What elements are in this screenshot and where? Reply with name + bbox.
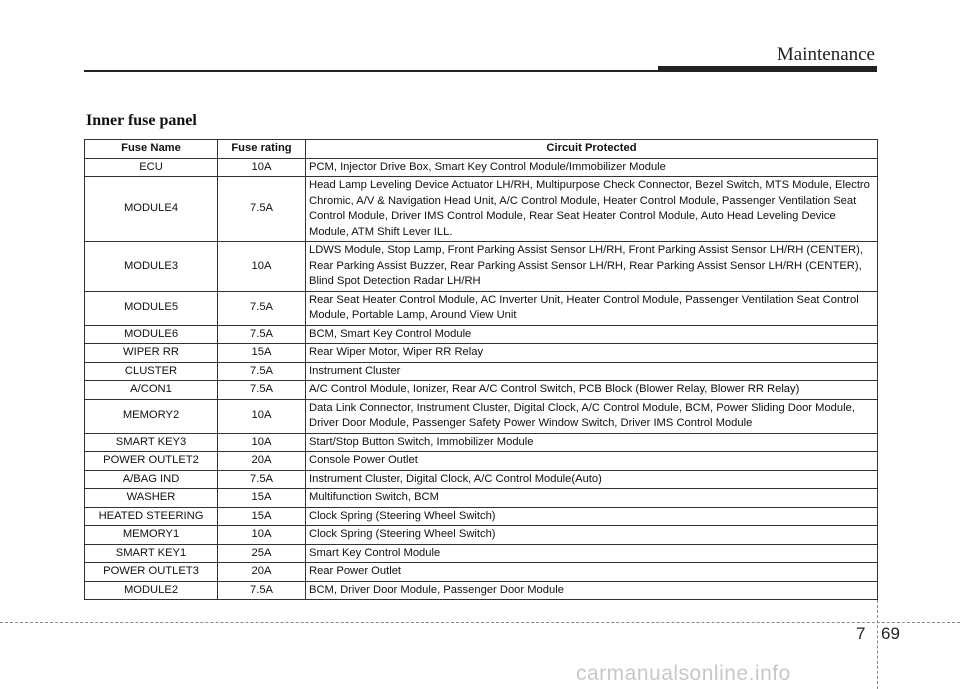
fuse-rating-cell: 15A [218, 507, 306, 526]
circuit-protected-cell: Console Power Outlet [306, 452, 878, 471]
fuse-rating-cell: 25A [218, 544, 306, 563]
page-header-title: Maintenance [776, 44, 875, 65]
fuse-name-cell: POWER OUTLET2 [85, 452, 218, 471]
circuit-protected-cell: Rear Wiper Motor, Wiper RR Relay [306, 344, 878, 363]
fuse-rating-cell: 10A [218, 242, 306, 292]
fuse-rating-cell: 7.5A [218, 581, 306, 600]
fuse-table-body [85, 158, 878, 600]
fuse-rating-cell: 10A [218, 399, 306, 433]
circuit-protected-cell: Data Link Connector, Instrument Cluster, Digital Clock, A/C Control Module, BCM, Power Sliding Door Module, Driver Door Module, Passenger Safety Power Window Switch, Driver IMS Control Module [306, 399, 878, 433]
table-row [85, 291, 878, 325]
watermark: carmanualsonline.info [576, 662, 791, 685]
fuse-name-cell: MODULE3 [85, 242, 218, 292]
circuit-protected-cell: Clock Spring (Steering Wheel Switch) [306, 507, 878, 526]
circuit-protected-cell: Smart Key Control Module [306, 544, 878, 563]
circuit-protected-cell: Clock Spring (Steering Wheel Switch) [306, 526, 878, 545]
circuit-protected-cell: Instrument Cluster, Digital Clock, A/C Control Module(Auto) [306, 470, 878, 489]
table-row [85, 489, 878, 508]
fuse-name-cell: WASHER [85, 489, 218, 508]
table-row [85, 581, 878, 600]
footer-rule [0, 622, 960, 623]
fuse-rating-cell: 20A [218, 563, 306, 582]
fuse-name-cell: SMART KEY1 [85, 544, 218, 563]
circuit-protected-cell: PCM, Injector Drive Box, Smart Key Control Module/Immobilizer Module [306, 158, 878, 177]
header-rule-accent [658, 66, 877, 72]
table-row [85, 344, 878, 363]
fuse-name-cell: A/BAG IND [85, 470, 218, 489]
fuse-name-cell: ECU [85, 158, 218, 177]
fuse-rating-cell: 7.5A [218, 291, 306, 325]
fuse-name-cell: MEMORY1 [85, 526, 218, 545]
circuit-protected-cell: Start/Stop Button Switch, Immobilizer Module [306, 433, 878, 452]
fuse-rating-cell: 10A [218, 158, 306, 177]
chapter-number: 7 [856, 624, 866, 643]
fuse-name-cell: SMART KEY3 [85, 433, 218, 452]
column-header-fuse-name: Fuse Name [85, 140, 218, 159]
footer-divider [877, 600, 878, 689]
table-row [85, 399, 878, 433]
table-row [85, 325, 878, 344]
page-number: 69 [881, 624, 900, 643]
fuse-name-cell: MODULE6 [85, 325, 218, 344]
fuse-name-cell: POWER OUTLET3 [85, 563, 218, 582]
fuse-rating-cell: 10A [218, 526, 306, 545]
circuit-protected-cell: LDWS Module, Stop Lamp, Front Parking Assist Sensor LH/RH, Front Parking Assist Sensor LH/RH (CENTER), Rear Parking Assist Buzzer, Rear Parking Assist Sensor LH/RH, Rear Parking Assist Sensor LH/RH (CENTER), Blind Spot Detection Radar LH/RH [306, 242, 878, 292]
circuit-protected-cell: Multifunction Switch, BCM [306, 489, 878, 508]
fuse-rating-cell: 7.5A [218, 325, 306, 344]
column-header-circuit-protected: Circuit Protected [306, 140, 878, 159]
table-row [85, 177, 878, 242]
fuse-table [84, 139, 878, 600]
table-row [85, 242, 878, 292]
table-row [85, 470, 878, 489]
fuse-name-cell: WIPER RR [85, 344, 218, 363]
fuse-name-cell: MEMORY2 [85, 399, 218, 433]
fuse-name-cell: CLUSTER [85, 362, 218, 381]
fuse-rating-cell: 20A [218, 452, 306, 471]
circuit-protected-cell: Rear Seat Heater Control Module, AC Inverter Unit, Heater Control Module, Passenger Ventilation Seat Control Module, Portable Lamp, Around View Unit [306, 291, 878, 325]
circuit-protected-cell: BCM, Smart Key Control Module [306, 325, 878, 344]
circuit-protected-cell: Rear Power Outlet [306, 563, 878, 582]
circuit-protected-cell: A/C Control Module, Ionizer, Rear A/C Control Switch, PCB Block (Blower Relay, Blower RR Relay) [306, 381, 878, 400]
section-title: Inner fuse panel [86, 112, 197, 129]
table-row [85, 452, 878, 471]
table-row [85, 381, 878, 400]
column-header-fuse-rating: Fuse rating [218, 140, 306, 159]
fuse-rating-cell: 10A [218, 433, 306, 452]
table-row [85, 544, 878, 563]
fuse-rating-cell: 15A [218, 344, 306, 363]
fuse-name-cell: HEATED STEERING [85, 507, 218, 526]
table-row [85, 433, 878, 452]
fuse-name-cell: A/CON1 [85, 381, 218, 400]
fuse-rating-cell: 7.5A [218, 177, 306, 242]
table-row [85, 362, 878, 381]
table-row [85, 158, 878, 177]
circuit-protected-cell: Head Lamp Leveling Device Actuator LH/RH, Multipurpose Check Connector, Bezel Switch, MTS Module, Electro Chromic, A/V & Navigation Head Unit, A/C Control Module, Heater Control Module, Passenger Ventilation Seat Control Module, Driver IMS Control Module, Rear Seat Heater Control Module, Auto Head Leveling Device Module, ATM Shift Lever ILL. [306, 177, 878, 242]
fuse-rating-cell: 7.5A [218, 470, 306, 489]
fuse-rating-cell: 7.5A [218, 362, 306, 381]
table-row [85, 507, 878, 526]
fuse-name-cell: MODULE2 [85, 581, 218, 600]
circuit-protected-cell: Instrument Cluster [306, 362, 878, 381]
table-row [85, 563, 878, 582]
fuse-rating-cell: 7.5A [218, 381, 306, 400]
table-row [85, 526, 878, 545]
fuse-rating-cell: 15A [218, 489, 306, 508]
table-header-row [85, 140, 878, 159]
circuit-protected-cell: BCM, Driver Door Module, Passenger Door Module [306, 581, 878, 600]
fuse-name-cell: MODULE5 [85, 291, 218, 325]
fuse-name-cell: MODULE4 [85, 177, 218, 242]
